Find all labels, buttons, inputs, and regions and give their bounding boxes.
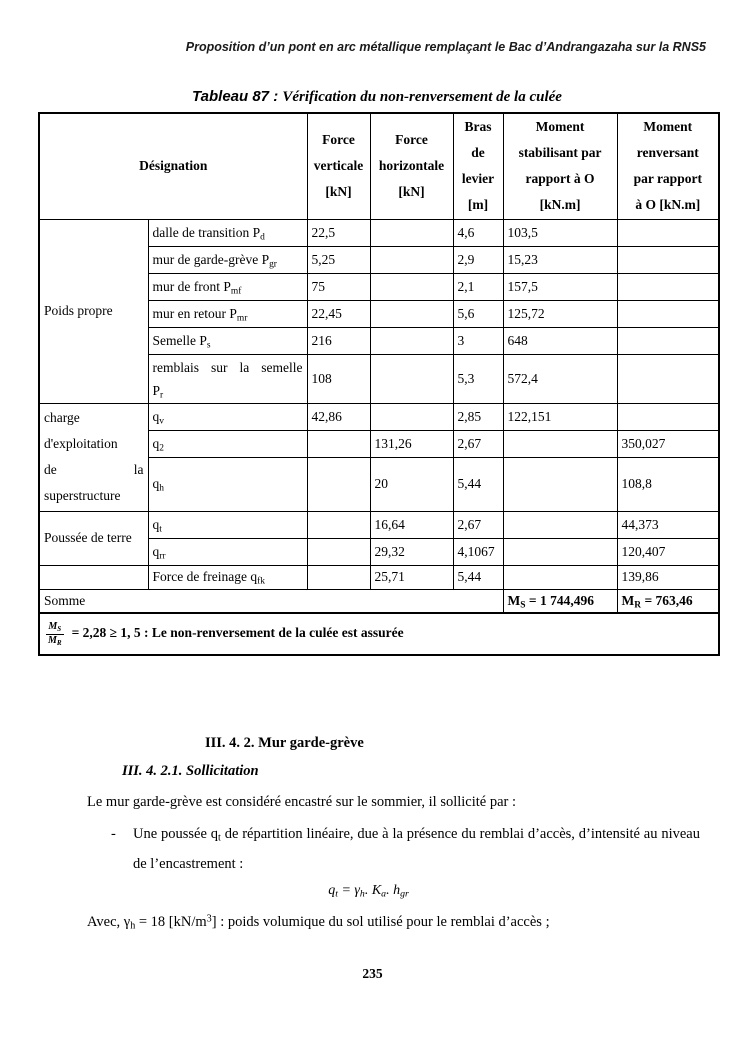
header-cell: Force horizontale [kN] [370,113,453,219]
designation-cell: $q_v$ [148,403,307,430]
group-label-cell: Poussée de terre [39,511,148,565]
value-cell [307,565,370,589]
value-cell: 2,85 [453,403,503,430]
value-cell: 5,44 [453,565,503,589]
value-cell [370,354,453,403]
value-cell: 157,5 [503,273,617,300]
fraction: $\frac{M_S}{M_R}$ [48,621,62,647]
header-cell: Moment renversant par rapport à O [kN.m] [617,113,719,219]
value-cell [617,300,719,327]
value-cell: 3 [453,327,503,354]
designation-cell: mur de front $P_{mf}$ [148,273,307,300]
header-cell: Force verticale [kN] [307,113,370,219]
value-cell [503,430,617,457]
value-cell: 2,67 [453,511,503,538]
body-content [87,727,700,932]
value-cell: 20 [370,457,453,511]
header-designation: Désignation [39,113,307,219]
header-cell: Bras de levier [m] [453,113,503,219]
conclusion-row [39,613,719,655]
value-cell: 44,373 [617,511,719,538]
value-cell: 75 [307,273,370,300]
value-cell: 103,5 [503,219,617,246]
designation-cell: mur en retour $P_{mr}$ [148,300,307,327]
table-title [38,88,716,106]
table-title-prefix: Tableau 87 : [192,88,283,105]
value-cell [503,457,617,511]
somme-ms-cell: $M_S = 1$ 744,496 [503,589,617,613]
bullet-item [87,820,700,879]
value-cell: 350,027 [617,430,719,457]
value-cell [307,538,370,565]
somme-row [39,589,719,613]
section-heading: III. 4. 2. Mur garde-grève [205,735,364,751]
value-cell [503,565,617,589]
designation-cell: $q_2$ [148,430,307,457]
value-cell [307,457,370,511]
value-cell [370,403,453,430]
value-cell: 5,44 [453,457,503,511]
value-cell: 4,1067 [453,538,503,565]
value-cell [617,273,719,300]
intro-paragraph: Le mur garde-grève est considéré encastré sur le sommier, il sollicité par : [87,794,517,810]
table-header-row [39,113,719,219]
value-cell [370,246,453,273]
value-cell [307,430,370,457]
value-cell: 25,71 [370,565,453,589]
value-cell: 131,26 [370,430,453,457]
value-cell: 2,1 [453,273,503,300]
value-cell [370,273,453,300]
equation: $q_t = \gamma_h$. $K_a$. $h_{gr}$ [328,883,409,900]
designation-cell: dalle de transition $P_d$ [148,219,307,246]
somme-mr-cell: $M_R = 763,46$ [617,589,719,613]
value-cell [370,300,453,327]
value-cell: 22,5 [307,219,370,246]
conclusion-cell: $\frac{M_S}{M_R}$ = 2,28 ≥ 1, 5 : Le non-renversement de la culée est assurée [39,613,719,655]
table-row [39,565,719,589]
value-cell [617,327,719,354]
value-cell [503,538,617,565]
designation-cell: Semelle $P_s$ [148,327,307,354]
value-cell: 125,72 [503,300,617,327]
value-cell: 5,25 [307,246,370,273]
running-header: Proposition d’un pont en arc métallique remplaçant le Bac d’Andrangazaha sur la RNS5 [185,40,706,54]
group-label-cell [39,565,148,589]
group-label-cell: Poids propre [39,219,148,403]
designation-cell: $q_t$ [148,511,307,538]
subsection-heading: III. 4. 2.1. Sollicitation [122,763,259,779]
value-cell [503,511,617,538]
table-row [39,511,719,538]
value-cell [617,403,719,430]
value-cell: 139,86 [617,565,719,589]
value-cell [370,327,453,354]
bullet-dash: - [111,826,116,842]
verification-table [38,112,720,656]
value-cell [617,246,719,273]
header-cell: Moment stabilisant par rapport à O [kN.m] [503,113,617,219]
value-cell: 16,64 [370,511,453,538]
group-label-cell: charge d'exploitation de la superstructure [39,403,148,511]
designation-cell: $q_{rr}$ [148,538,307,565]
value-cell: 216 [307,327,370,354]
page-number: 235 [362,966,383,981]
value-cell: 108,8 [617,457,719,511]
value-cell: 120,407 [617,538,719,565]
value-cell [617,354,719,403]
value-cell: 29,32 [370,538,453,565]
somme-label-cell: Somme [39,589,503,613]
value-cell [617,219,719,246]
designation-cell: mur de garde-grève $P_{gr}$ [148,246,307,273]
designation-cell: remblais sur la semelle $P_r$ [148,354,307,403]
value-cell: 108 [307,354,370,403]
value-cell: 122,151 [503,403,617,430]
value-cell: 572,4 [503,354,617,403]
table-row [39,403,719,430]
value-cell [370,219,453,246]
value-cell: 15,23 [503,246,617,273]
bullet-text: Une poussée $q_t$ de répartition linéaire, due à la présence du remblai d’accès, d’intensité au niveau de l’encastrement : [133,826,700,872]
value-cell: 42,86 [307,403,370,430]
avec-note: Avec, $\gamma_h = 18$ $[kN/m^3]$ : poids volumique du sol utilisé pour le remblai d’accès ; [87,913,550,932]
value-cell: 4,6 [453,219,503,246]
table-title-text: Vérification du non-renversement de la culée [282,89,562,105]
table-row [39,219,719,246]
value-cell: 648 [503,327,617,354]
designation-cell: $q_h$ [148,457,307,511]
value-cell: 22,45 [307,300,370,327]
value-cell: 5,3 [453,354,503,403]
designation-cell: Force de freinage $q_{fk}$ [148,565,307,589]
value-cell: 2,9 [453,246,503,273]
value-cell: 2,67 [453,430,503,457]
value-cell: 5,6 [453,300,503,327]
value-cell [307,511,370,538]
